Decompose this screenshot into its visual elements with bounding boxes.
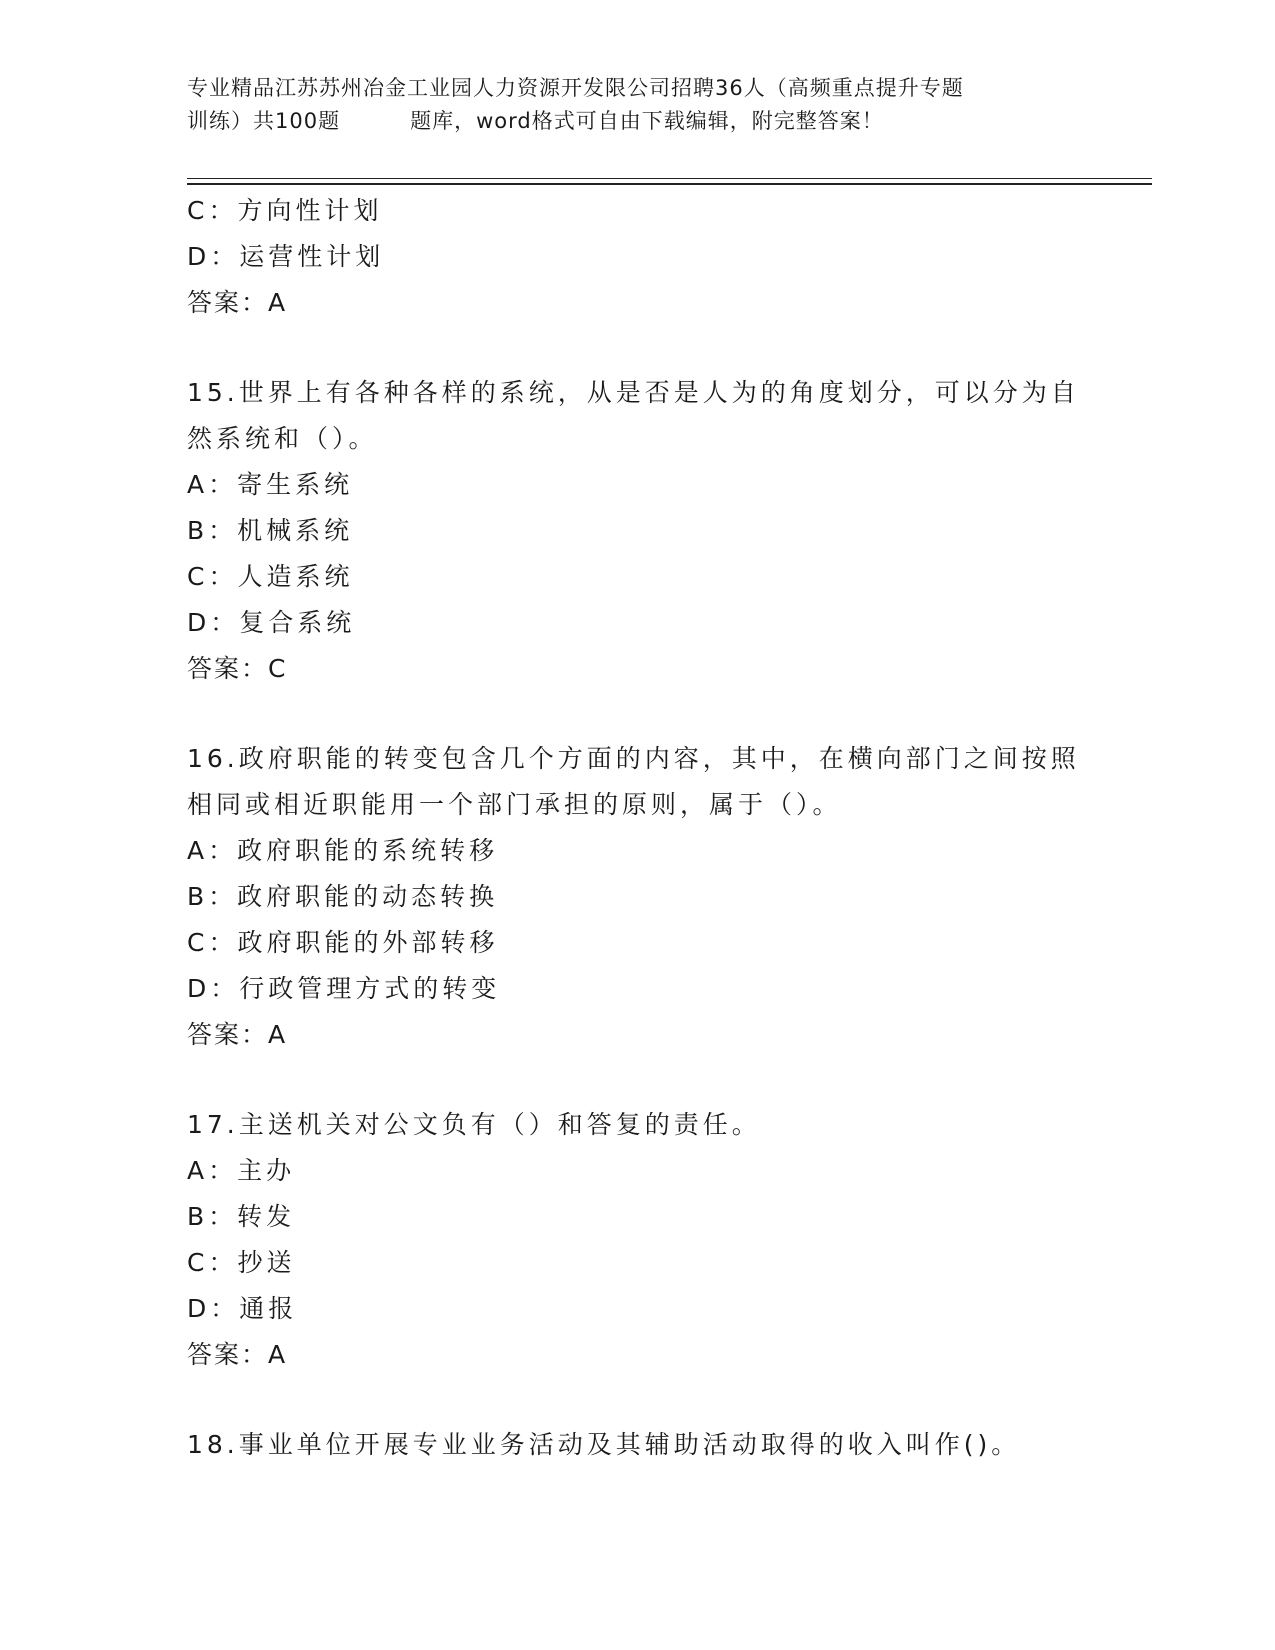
- option-b: B：机械系统: [187, 516, 354, 545]
- header-divider-thick: [187, 183, 1152, 185]
- question-18: [187, 1422, 1087, 1468]
- header-line-2-part-1: 训练）共100题: [187, 109, 341, 133]
- question-stem: 16.政府职能的转变包含几个方面的内容，其中，在横向部门之间按照: [187, 744, 1080, 773]
- question-16: [187, 736, 1087, 1058]
- question-stem: 15.世界上有各种各样的系统，从是否是人为的角度划分，可以分为自: [187, 378, 1080, 407]
- question-stem: 18.事业单位开展专业业务活动及其辅助活动取得的收入叫作()。: [187, 1430, 1021, 1459]
- option-c: C：抄送: [187, 1248, 296, 1277]
- question-stem: 17.主送机关对公文负有（）和答复的责任。: [187, 1110, 761, 1139]
- header-line-1: 专业精品江苏苏州冶金工业园人力资源开发限公司招聘36人（高频重点提升专题: [187, 76, 964, 100]
- question-stem-continued: 然系统和（）。: [187, 424, 378, 453]
- question-15: [187, 370, 1087, 692]
- option-d: D：运营性计划: [187, 242, 385, 271]
- option-c: C：方向性计划: [187, 196, 383, 225]
- document-header: [187, 72, 1087, 138]
- option-b: B：转发: [187, 1202, 296, 1231]
- option-d: D：行政管理方式的转变: [187, 974, 501, 1003]
- option-c: C：人造系统: [187, 562, 354, 591]
- question-list: [187, 188, 1087, 1468]
- header-line-2: [187, 105, 1087, 138]
- option-d: D：复合系统: [187, 608, 356, 637]
- answer: 答案：A: [187, 1020, 288, 1049]
- option-a: A：政府职能的系统转移: [187, 836, 499, 865]
- answer: 答案：A: [187, 288, 288, 317]
- question-17: [187, 1102, 1087, 1378]
- header-divider-thin: [187, 178, 1152, 179]
- answer: 答案：C: [187, 654, 288, 683]
- option-a: A：主办: [187, 1156, 296, 1185]
- answer: 答案：A: [187, 1340, 288, 1369]
- option-d: D：通报: [187, 1294, 298, 1323]
- option-c: C：政府职能的外部转移: [187, 928, 499, 957]
- option-a: A：寄生系统: [187, 470, 354, 499]
- option-b: B：政府职能的动态转换: [187, 882, 499, 911]
- question-stem-continued: 相同或相近职能用一个部门承担的原则，属于（）。: [187, 790, 842, 819]
- header-line-2-part-2: 题库，word格式可自由下载编辑，附完整答案！: [410, 109, 884, 133]
- question-14: [187, 188, 1087, 326]
